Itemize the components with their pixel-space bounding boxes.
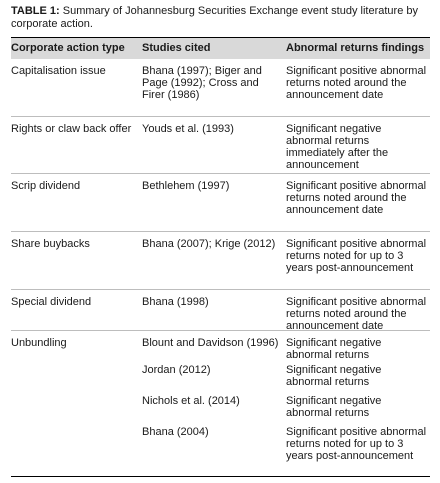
cell-finding: Significant positive abnormal returns noted around the announcement date (286, 180, 427, 216)
cell-finding: Significant negative abnormal returns (286, 395, 382, 419)
cell-action: Unbundling (11, 337, 67, 349)
header-studies-cited: Studies cited (142, 42, 211, 54)
table-row (11, 174, 430, 232)
cell-study: Bhana (2004) (142, 426, 209, 438)
cell-study: Bhana (2007); Krige (2012) (142, 238, 276, 250)
cell-study: Jordan (2012) (142, 364, 211, 376)
table-caption (11, 5, 431, 31)
table-row (11, 232, 430, 290)
cell-finding: Significant negative abnormal returns (286, 364, 382, 388)
cell-study: Bethlehem (1997) (142, 180, 230, 192)
table-caption-text: Summary of Johannesburg Securities Exchange event study literature by corporate action. (11, 5, 418, 30)
cell-finding: Significant positive abnormal returns noted for up to 3 years post-announcement (286, 238, 427, 274)
cell-study: Blount and Davidson (1996) (142, 337, 279, 349)
table-header-row (11, 37, 430, 59)
cell-finding: Significant positive abnormal returns noted around the announcement date (286, 65, 427, 101)
table-bottom-rule (11, 476, 430, 477)
cell-finding: Significant negative abnormal returns (286, 337, 382, 361)
cell-finding: Significant positive abnormal returns noted for up to 3 years post-announcement (286, 426, 427, 462)
table-row (11, 290, 430, 331)
table-row (11, 364, 430, 395)
header-abnormal-returns-findings: Abnormal returns findings (286, 42, 425, 54)
table-row (11, 426, 430, 476)
table-caption-label: TABLE 1: (11, 5, 60, 17)
header-corporate-action-type: Corporate action type (11, 42, 125, 54)
cell-action: Rights or claw back offer (11, 123, 132, 135)
cell-action: Scrip dividend (11, 180, 81, 192)
table-row (11, 59, 430, 117)
table-row (11, 395, 430, 426)
cell-study: Nichols et al. (2014) (142, 395, 240, 407)
summary-table (11, 37, 430, 476)
cell-finding: Significant positive abnormal returns noted around the announcement date (286, 296, 427, 332)
cell-study: Bhana (1998) (142, 296, 209, 308)
cell-action: Special dividend (11, 296, 92, 308)
cell-finding: Significant negative abnormal returns immediately after the announcement (286, 123, 389, 171)
cell-study: Youds et al. (1993) (142, 123, 234, 135)
cell-action: Capitalisation issue (11, 65, 106, 77)
cell-action: Share buybacks (11, 238, 90, 250)
table-row (11, 117, 430, 174)
table-row (11, 331, 430, 364)
cell-study: Bhana (1997); Biger and Page (1992); Cross and Firer (1986) (142, 65, 262, 101)
